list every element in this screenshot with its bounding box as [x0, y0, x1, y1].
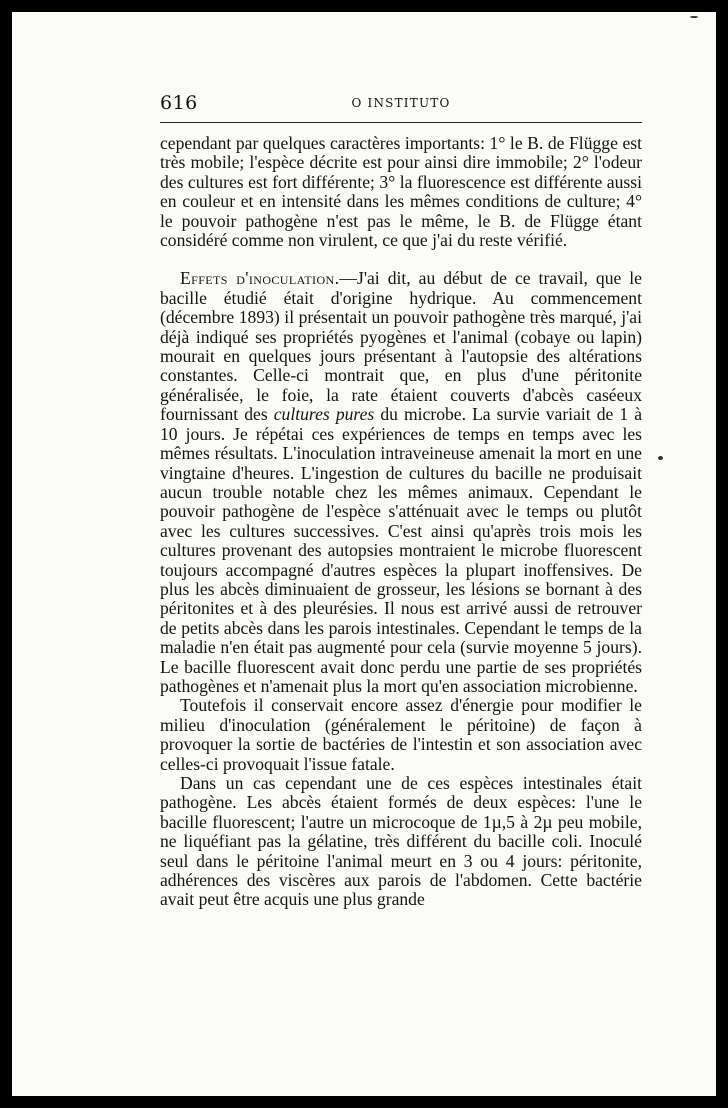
running-title: O INSTITUTO: [351, 96, 451, 110]
page-header: [160, 92, 642, 123]
section-heading: Effets d'inoculation.: [180, 268, 340, 289]
paragraph-inoculation: [160, 269, 642, 696]
print-speck: [690, 16, 698, 18]
emphasis-text: cultures pures: [273, 404, 375, 425]
paragraph-text: —J'ai dit, au début de ce travail, que le bacille étudié était d'origine hydrique. Au commencement (décembre 1893) il présentait un pouvoir pathogène très marqué, j'ai déjà indiqué ses propriétés pyogènes et l'animal (cobaye ou lapin) mourait en quelques jours présentant à l'autopsie des altérations constantes. Celle-ci montrait que, en plus d'une péritonite généralisée, le foie, la rate étaient couverts d'abcès caséeux fournissant des: [160, 268, 642, 425]
body-text: [160, 134, 642, 910]
book-page: [12, 12, 716, 1096]
paragraph-energie: Toutefois il conservait encore assez d'énergie pour modifier le milieu d'inoculation (généralement le péritoine) de façon à provoquer la sortie de bactéries de l'intestin et son association avec celles-ci provoquait l'issue fatale.: [160, 695, 642, 774]
paragraph-text: du microbe. La survie variait de 1 à 10 jours. Je répétai ces expériences de temps en temps avec les mêmes résultats. L'inoculation intraveineuse amenait la mort en une vingtaine d'heures. L'ingestion de cultures du bacille ne produisait aucun trouble notable chez les mêmes animaux. Cependant le pouvoir pathogène de l'espèce s'atténuait avec le temps ou plutôt avec les cultures successives. C'est ainsi qu'après trois mois les cultures provenant des autopsies montraient le microbe fluorescent toujours accompagné d'autres espèces la plupart inoffensives. De plus les abcès diminuaient de grosseur, les lésions se bornant à des péritonites et à des pleurésies. Il nous est arrivé aussi de retrouver de petits abcès dans les parois intestinales. Cependant le temps de la maladie n'en était pas augmenté pour cela (survie moyenne 5 jours). Le bacille fluorescent avait donc perdu une partie de ses propriétés pathogènes et n'amenait plus la mort qu'en association microbienne.: [160, 404, 643, 696]
paragraph-continuation: cependant par quelques caractères importants: 1° le B. de Flügge est très mobile; l'espèce décrite est pour ainsi dire immobile; 2° l'odeur des cultures est fort différente; 3° la fluorescence est différente aussi en couleur et en intensité dans les mêmes conditions de culture; 4° le pouvoir pathogène n'est pas le même, le B. de Flügge étant considéré comme non virulent, ce que j'ai du reste vérifié.: [160, 133, 642, 251]
print-speck: [658, 456, 663, 460]
paragraph-cas: Dans un cas cependant une de ces espèces intestinales était pathogène. Les abcès étaient formés de deux espèces: l'une le bacille fluorescent; l'autre un microcoque de 1µ,5 à 2µ peu mobile, ne liquéfiant pas la gélatine, très différent du bacille coli. Inoculé seul dans le péritoine l'animal meurt en 3 ou 4 jours: péritonite, adhérences des viscères aux parois de l'abdomen. Cette bactérie avait peut être acquis une plus grande: [160, 773, 642, 910]
page-number: 616: [160, 92, 198, 114]
